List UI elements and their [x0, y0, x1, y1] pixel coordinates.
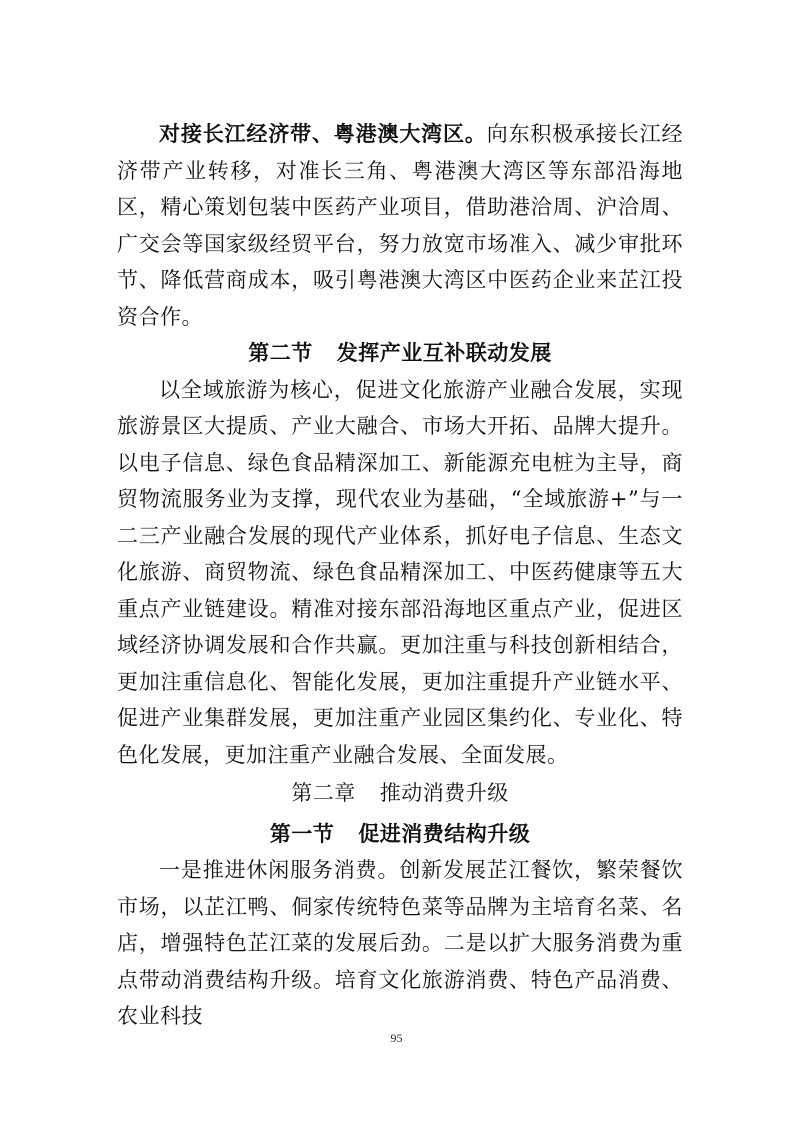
- section-heading-industry-linkage: [117, 335, 683, 372]
- paragraph-lead-heading: 对接长江经济带、粤港澳大湾区。: [159, 121, 487, 146]
- chapter-heading-consumption: [117, 773, 683, 816]
- paragraph-body: 向东积极承接长江经济带产业转移，对准长三角、粤港澳大湾区等东部沿海地区，精心策划包装中医药产业项目，借助港洽周、沪洽周、广交会等国家级经贸平台，努力放宽市场准入、减少审批环节、降低营商成本，吸引粤港澳大湾区中医药企业来芷江投资合作。: [117, 122, 684, 329]
- section-title: 促进消费结构升级: [358, 821, 531, 846]
- chapter-number: 第二章: [291, 781, 356, 805]
- paragraph-yangtze-bay-area: [117, 116, 683, 335]
- section-heading-consumption-structure: [117, 816, 683, 853]
- paragraph-consumption-upgrade: 一是推进休闲服务消费。创新发展芷江餐饮，繁荣餐饮市场，以芷江鸭、侗家传统特色菜等品牌为主培育名菜、名店，增强特色芷江菜的发展后劲。二是以扩大服务消费为重点带动消费结构升级。培育文化旅游消费、特色产品消费、农业科技: [117, 858, 683, 1028]
- paragraph-industry-linkage: 以全域旅游为核心，促进文化旅游产业融合发展，实现旅游景区大提质、产业大融合、市场大开拓、品牌大提升。以电子信息、绿色食品精深加工、新能源充电桩为主导，商贸物流服务业为支撑，现代农业为基础，“全域旅游+”与一二三产业融合发展的现代产业体系，抓好电子信息、生态文化旅游、商贸物流、绿色食品精深加工、中医药健康等五大重点产业链建设。精准对接东部沿海地区重点产业，促进区域经济协调发展和合作共赢。更加注重与科技创新相结合，更加注重信息化、智能化发展，更加注重提升产业链水平、促进产业集群发展，更加注重产业园区集约化、专业化、特色化发展，更加注重产业融合发展、全面发展。: [117, 377, 683, 767]
- section-title: 发挥产业互补联动发展: [336, 341, 552, 365]
- section-number: 第二节: [248, 341, 313, 365]
- chapter-title: 推动消费升级: [379, 781, 509, 805]
- page-number: 95: [390, 1031, 403, 1045]
- page-content: [117, 116, 683, 1035]
- section-number: 第一节: [269, 821, 335, 846]
